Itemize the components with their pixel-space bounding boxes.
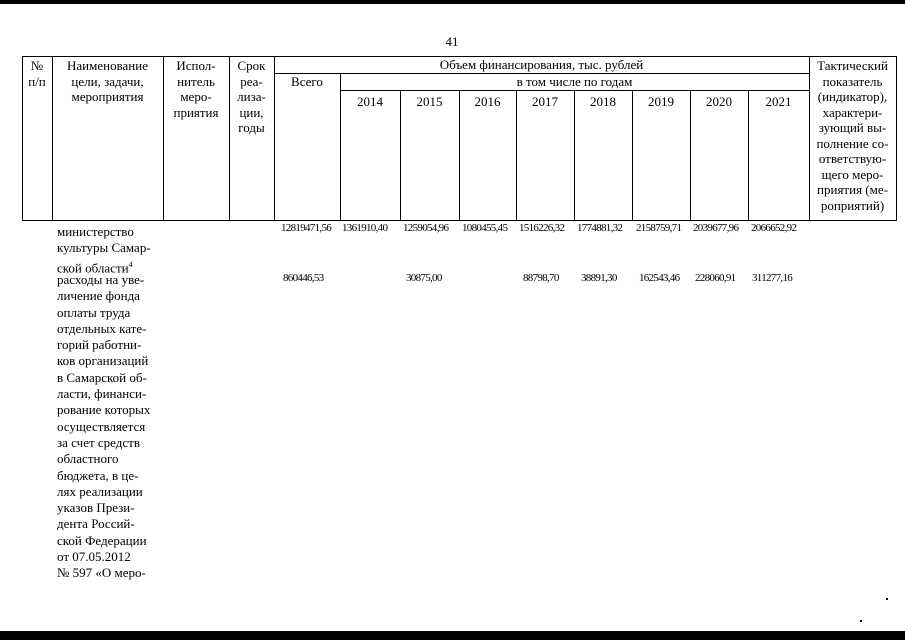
wage-2017: 88798,70 [523, 272, 559, 284]
year-2016: 2016 [474, 94, 501, 109]
header-total: Всего [291, 74, 323, 89]
scan-top-border [0, 0, 905, 4]
ministry-2015: 1259054,96 [403, 222, 449, 234]
year-2015: 2015 [416, 94, 443, 109]
ministry-2019: 2158759,71 [636, 222, 682, 234]
scan-speck [886, 598, 888, 600]
year-2020: 2020 [706, 94, 732, 109]
ministry-2016: 1080455,45 [462, 222, 508, 234]
header-by-years: в том числе по годам [516, 74, 633, 89]
year-2018: 2018 [590, 94, 616, 109]
ministry-2018: 1774881,32 [577, 222, 623, 234]
scan-speck [860, 620, 862, 622]
ministry-2014: 1361910,40 [342, 222, 388, 234]
header-indicator: Тактический показатель (индикатор), характери- зующий вы- полнение со- ответствую- щего меро- приятия (ме- роприятий) [816, 58, 889, 213]
scan-bottom-border [0, 631, 905, 640]
wage-total: 860446,53 [283, 272, 324, 284]
year-2017: 2017 [532, 94, 558, 109]
page-number: 41 [445, 34, 459, 49]
ministry-2017: 1516226,32 [519, 222, 565, 234]
wage-2015: 30875,00 [406, 272, 442, 284]
wage-2019: 162543,46 [639, 272, 680, 284]
header-financing: Объем финансирования, тыс. рублей [439, 57, 644, 72]
header-num: № п/п [28, 58, 46, 89]
wage-2021: 311277,16 [752, 272, 793, 284]
ministry-2020: 2039677,96 [693, 222, 739, 234]
ministry-2021: 2066652,92 [751, 222, 797, 234]
year-2021: 2021 [765, 94, 792, 109]
ministry-total: 12819471,56 [281, 222, 332, 234]
header-term: Срок реа- лиза- ции, годы [237, 58, 266, 135]
wage-2018: 38891,30 [581, 272, 617, 284]
row-ministry-name: министерство культуры Самар- ской области$^4$ [57, 224, 151, 275]
year-2014: 2014 [357, 94, 383, 109]
wage-2020: 228060,91 [695, 272, 736, 284]
row-wage-fund-name: расходы на уве- личение фонда оплаты труда отдельных кате- горий работни- ков организаций в Самарской об- ласти, финанси- рование которых осуществляется за счет средств областного бюджета, в це- лях реализации указов Прези- дента Россий- ской Федерации от 07.05.2012 № 597 «О меро- [57, 272, 151, 581]
header-name: Наименование цели, задачи, мероприятия [67, 58, 148, 104]
year-2019: 2019 [648, 94, 674, 109]
footnote-mark: 4 [128, 259, 133, 269]
header-executor: Испол- нитель меро- приятия [173, 58, 219, 120]
